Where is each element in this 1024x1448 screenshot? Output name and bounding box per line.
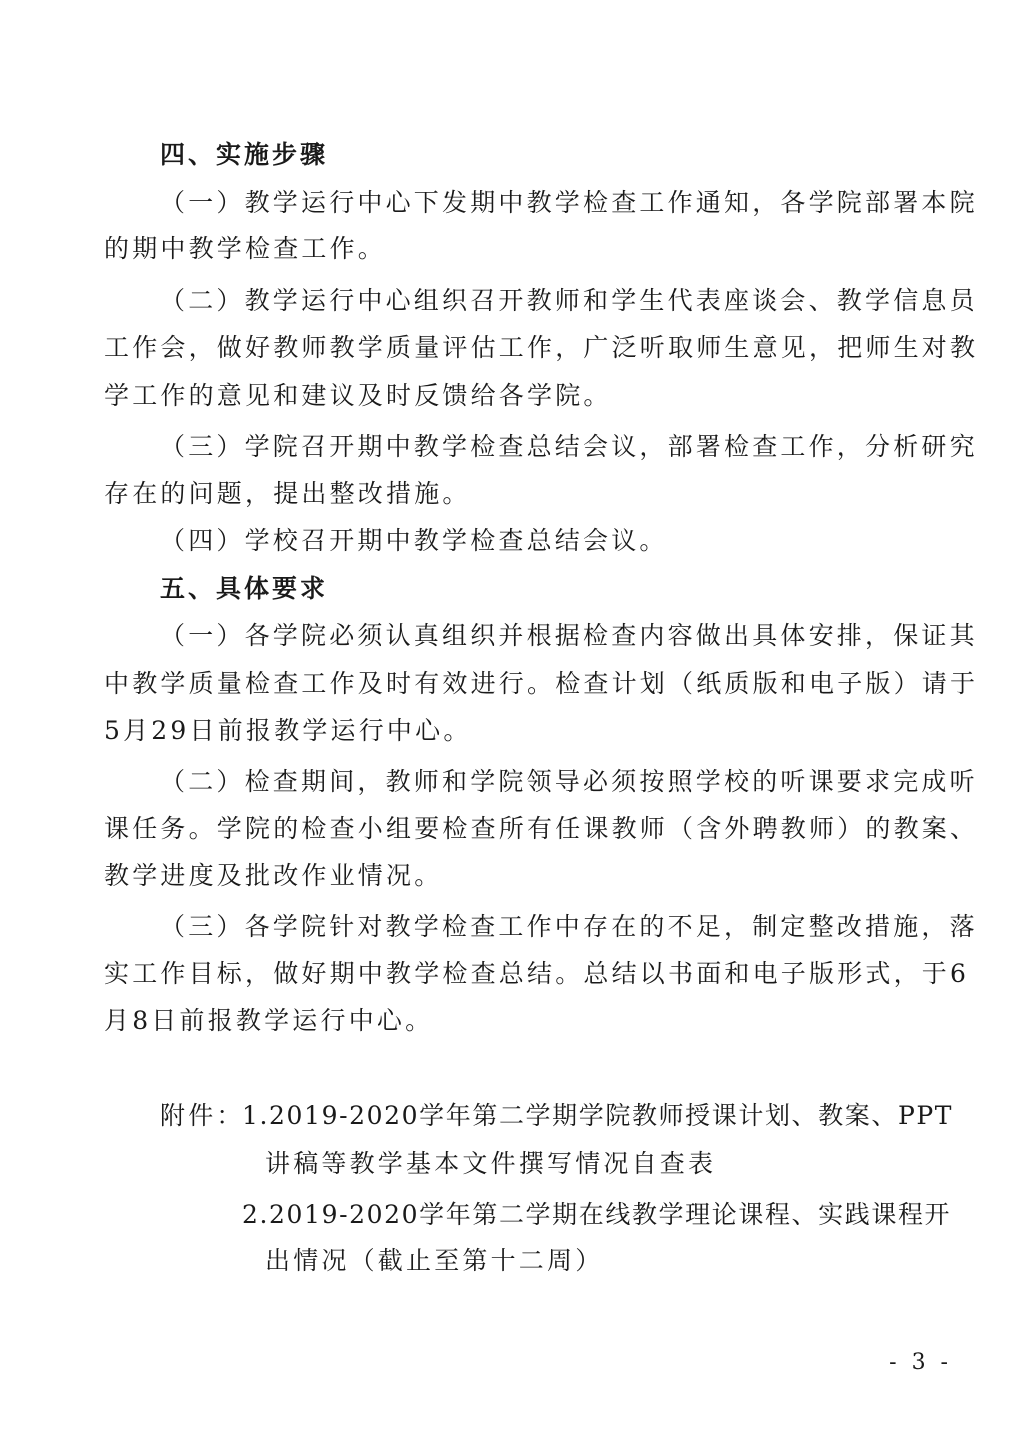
paragraph-line: 学工作的意见和建议及时反馈给各学院。	[104, 381, 612, 410]
paragraph-line: （三）各学院针对教学检查工作中存在的不足，制定整改措施，落	[160, 912, 978, 941]
paragraph-line: 存在的问题，提出整改措施。	[104, 479, 471, 508]
paragraph-line: 中教学质量检查工作及时有效进行。检查计划（纸质版和电子版）请于	[104, 669, 979, 698]
attachment-item-2: 2.2019-2020学年第二学期在线教学理论课程、实践课程开	[242, 1200, 952, 1229]
paragraph-line: （一）教学运行中心下发期中教学检查工作通知，各学院部署本院	[160, 188, 978, 217]
paragraph-line: 教学进度及批改作业情况。	[104, 861, 443, 890]
paragraph-line: 工作会，做好教师教学质量评估工作，广泛听取师生意见，把师生对教	[104, 333, 979, 362]
paragraph-line: 5月29日前报教学运行中心。	[104, 716, 472, 745]
page-number: - 3 -	[889, 1350, 952, 1375]
section-heading-5: 五、具体要求	[160, 574, 329, 603]
section-heading-4: 四、实施步骤	[160, 140, 329, 169]
paragraph-line: 实工作目标，做好期中教学检查总结。总结以书面和电子版形式，于6	[104, 959, 970, 988]
paragraph-line: 月8日前报教学运行中心。	[104, 1006, 434, 1035]
attachment-item-2-cont: 出情况（截止至第十二周）	[265, 1246, 604, 1275]
attachments-label: 附件：	[160, 1101, 245, 1130]
paragraph-line: 课任务。学院的检查小组要检查所有任课教师（含外聘教师）的教案、	[104, 814, 979, 843]
attachment-item-1-cont: 讲稿等教学基本文件撰写情况自查表	[265, 1149, 717, 1178]
paragraph-line: 的期中教学检查工作。	[104, 234, 387, 263]
paragraph-line: （二）教学运行中心组织召开教师和学生代表座谈会、教学信息员	[160, 286, 978, 315]
paragraph-line: （二）检查期间，教师和学院领导必须按照学校的听课要求完成听	[160, 767, 978, 796]
paragraph-line: （一）各学院必须认真组织并根据检查内容做出具体安排，保证其	[160, 621, 978, 650]
paragraph-line: （四）学校召开期中教学检查总结会议。	[160, 526, 668, 555]
paragraph-line: （三）学院召开期中教学检查总结会议，部署检查工作，分析研究	[160, 432, 978, 461]
attachment-item-1: 1.2019-2020学年第二学期学院教师授课计划、教案、PPT	[242, 1101, 954, 1130]
